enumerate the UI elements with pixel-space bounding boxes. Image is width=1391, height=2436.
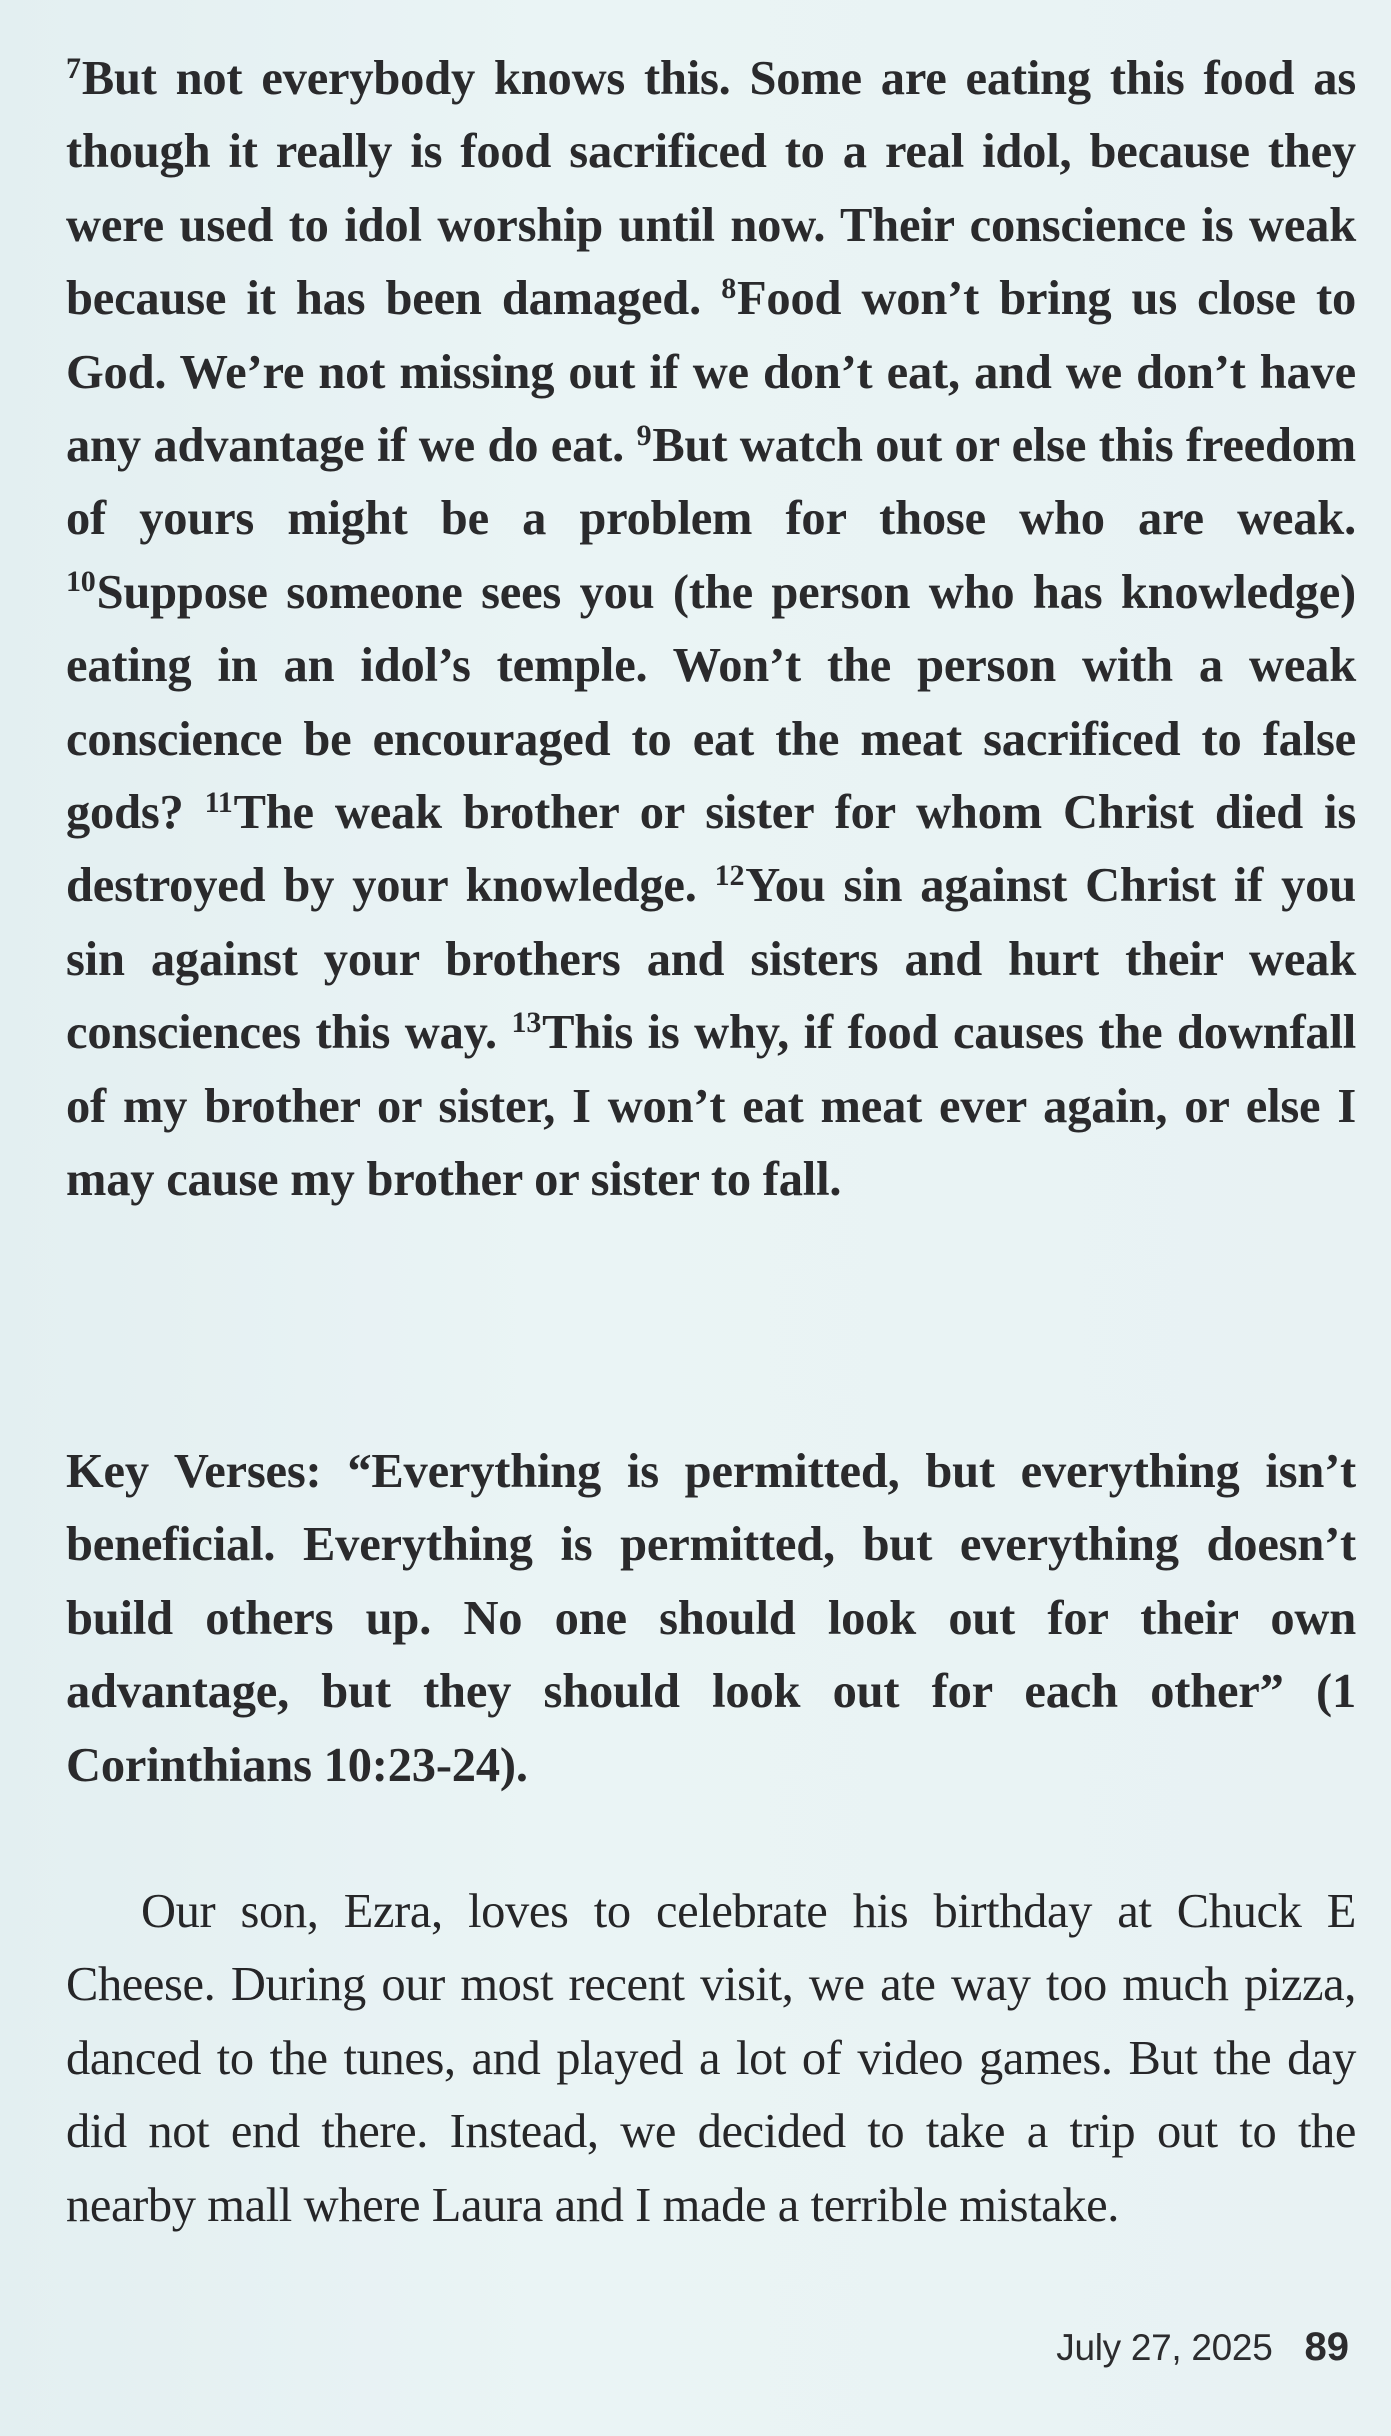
key-verses xyxy=(66,1435,1356,1802)
verse-number: 8 xyxy=(721,271,736,305)
page-number: 89 xyxy=(1304,2325,1349,2369)
verse-text: But watch out or else this freedom of yours might be a problem for those who are weak. xyxy=(66,419,1356,546)
devotional-body xyxy=(66,1875,1356,2242)
key-verses-text: Key Verses: “Everything is permitted, but everything isn’t beneficial. Everything is permitted, but everything doesn’t build others up. No one should look out for their own advantage, but they should look out for each other” (1 Corinthians 10:23-24). xyxy=(66,1445,1356,1792)
verse-number: 7 xyxy=(66,51,81,85)
verse-text: The weak brother or sister for whom Christ died is destroyed by your knowledge. xyxy=(66,786,1356,913)
scripture-paragraph xyxy=(66,42,1356,1217)
verse-text: Suppose someone sees you (the person who has knowledge) eating in an idol’s temple. Won’t the person with a weak conscience be encouraged to eat the meat sacrificed to false gods? xyxy=(66,565,1356,840)
verse-number: 12 xyxy=(714,858,745,892)
verse-number: 11 xyxy=(204,785,233,819)
verse-number: 13 xyxy=(511,1005,542,1039)
verse-number: 9 xyxy=(636,418,652,452)
verse-text: You sin against Christ if you sin against your brothers and sisters and hurt their weak consciences this way. xyxy=(66,859,1356,1060)
verse-text: Food won’t bring us close to God. We’re not missing out if we don’t eat, and we don’t have any advantage if we do eat. xyxy=(66,272,1357,473)
page-footer xyxy=(1056,2325,1349,2385)
verse-number: 10 xyxy=(66,565,96,599)
footer-date: July 27, 2025 xyxy=(1056,2327,1273,2368)
verse-text: But not everybody knows this. Some are eating this food as though it really is food sacrificed to a real idol, because they were used to idol worship until now. Their conscience is weak because it has been damaged. xyxy=(66,52,1356,326)
verse-text: This is why, if food causes the downfall of my brother or sister, I won’t eat meat ever again, or else I may cause my brother or sister to fall. xyxy=(66,1006,1357,1207)
scripture-passage xyxy=(66,42,1356,1217)
devotional-paragraph: Our son, Ezra, loves to celebrate his birthday at Chuck E Cheese. During our most recent visit, we ate way too much pizza, danced to the tunes, and played a lot of video games. But the day did not end there. Instead, we decided to take a trip out to the nearby mall where Laura and I made a terrible mistake. xyxy=(66,1885,1356,2232)
